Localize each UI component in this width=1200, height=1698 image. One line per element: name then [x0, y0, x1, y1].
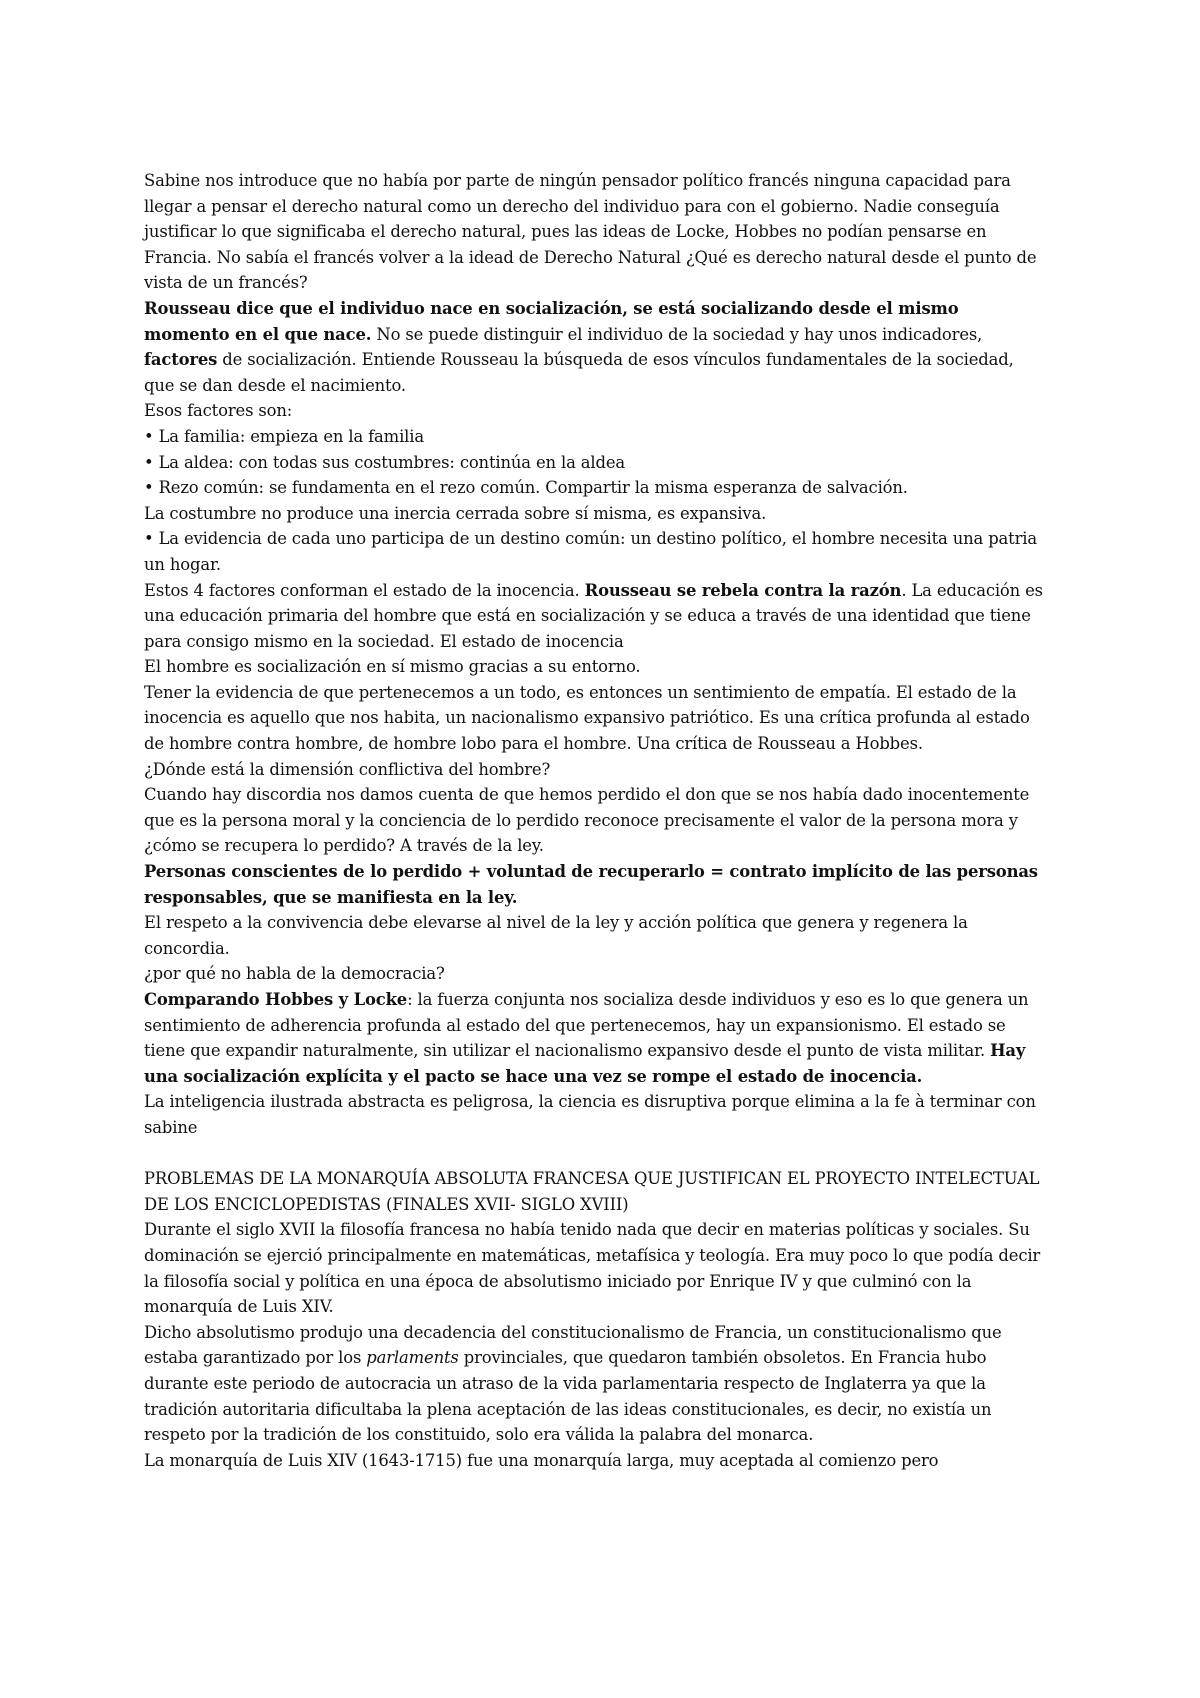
- bullet-item: • La familia: empieza en la familia: [144, 426, 424, 446]
- bullet-item: • Rezo común: se fundamenta en el rezo común. Compartir la misma esperanza de salvación.: [144, 478, 908, 498]
- paragraph-rousseau-socializacion: [144, 296, 1044, 398]
- text-span: de socialización. Entiende Rousseau la búsqueda de esos vínculos fundamentales de la sociedad, que se dan desde el nacimiento.: [144, 350, 1014, 395]
- text-span: Dicho absolutismo produjo una decadencia del constitucionalismo de Francia, un constitucionalismo que estaba garantizado por los: [144, 1322, 1002, 1368]
- bullet-item: • La evidencia de cada uno participa de un destino común: un destino político, el hombre necesita una patria un hogar.: [144, 529, 1038, 574]
- bold-socializacion-explicita: Hay una socialización explícita y el pacto se hace una vez se rompe el estado de inocencia.: [144, 1041, 1026, 1086]
- blank-line: [144, 1141, 1044, 1167]
- paragraph-factores-intro: Esos factores son:: [144, 401, 293, 421]
- bold-comparando: Comparando Hobbes y Locke: [144, 990, 408, 1009]
- text-span: . La educación es una educación primaria del hombre que está en socialización y se educa a través de una identidad que tiene para consigo mismo en la sociedad. El estado de inocencia: [144, 580, 1043, 651]
- document-page: [144, 168, 1044, 1473]
- paragraph-inteligencia-ilustrada: La inteligencia ilustrada abstracta es peligrosa, la ciencia es disruptiva porque elimina a la fe à terminar con sabine: [144, 1092, 1036, 1137]
- paragraph-discordia: Cuando hay discordia nos damos cuenta de que hemos perdido el don que se nos había dado inocentemente que es la persona moral y la conciencia de lo perdido reconoce precisamente el valor de la persona mora y ¿cómo se recupera lo perdido? A través de la ley.: [144, 785, 1030, 856]
- bullet-item: • La aldea: con todas sus costumbres: continúa en la aldea: [144, 452, 626, 472]
- text-span: provinciales, que quedaron también obsoletos. En Francia hubo durante este periodo de autocracia un atraso de la vida parlamentaria respecto de Inglaterra ya que la tradición autoritaria dificultaba la plena aceptación de las ideas constitucionales, es decir, no existía un respeto por la tradición de los constituido, solo era válida la palabra del monarca.: [144, 1348, 992, 1445]
- paragraph-sabine-intro: Sabine nos introduce que no había por parte de ningún pensador político francés ninguna capacidad para llegar a pensar el derecho natural como un derecho del individuo para con el gobierno. Nadie conseguía justificar lo que significaba el derecho natural, pues las ideas de Locke, Hobbes no podían pensarse en Francia. No sabía el francés volver a la idead de Derecho Natural ¿Qué es derecho natural desde el punto de vista de un francés?: [144, 171, 1037, 293]
- bold-rousseau-razon: Rousseau se rebela contra la razón: [584, 580, 902, 600]
- paragraph-empatia: Tener la evidencia de que pertenecemos a un todo, es entonces un sentimiento de empatía. El estado de la inocencia es aquello que nos habita, un nacionalismo expansivo patriótico. Es una crítica profunda al estado de hombre contra hombre, de hombre lobo para el hombre. Una crítica de Rousseau a Hobbes.: [144, 682, 1030, 754]
- paragraph-hobbes-locke: [144, 987, 1044, 1089]
- paragraph-hombre-socializacion: El hombre es socialización en sí mismo gracias a su entorno.: [144, 657, 641, 677]
- section-heading: PROBLEMAS DE LA MONARQUÍA ABSOLUTA FRANCESA QUE JUSTIFICAN EL PROYECTO INTELECTUAL DE LOS ENCICLOPEDISTAS (FINALES XVII- SIGLO XVIII): [144, 1169, 1040, 1214]
- paragraph-siglo-xvii: Durante el siglo XVII la filosofía francesa no había tenido nada que decir en materias políticas y sociales. Su dominación se ejerció principalmente en matemáticas, metafísica y teología. Era muy poco lo que podía decir la filosofía social y política en una época de absolutismo iniciado por Enrique IV y que culminó con la monarquía de Luis XIV.: [144, 1220, 1041, 1317]
- paragraph-absolutismo: [144, 1320, 1044, 1448]
- paragraph-luis-xiv: La monarquía de Luis XIV (1643-1715) fue una monarquía larga, muy aceptada al comienzo pero: [144, 1450, 939, 1470]
- paragraph-question-conflicto: ¿Dónde está la dimensión conflictiva del hombre?: [144, 759, 551, 779]
- bold-factores: factores: [144, 350, 218, 370]
- paragraph-question-democracia: ¿por qué no habla de la democracia?: [144, 964, 445, 984]
- text-span: No se puede distinguir el individuo de la sociedad y hay unos indicadores,: [371, 324, 983, 344]
- paragraph-convivencia: El respeto a la convivencia debe elevarse al nivel de la ley y acción política que genera y regenera la concordia.: [144, 913, 968, 958]
- paragraph-costumbre: La costumbre no produce una inercia cerrada sobre sí misma, es expansiva.: [144, 503, 767, 523]
- paragraph-estado-inocencia: [144, 578, 1044, 655]
- text-span: : la fuerza conjunta nos socializa desde individuos y eso es lo que genera un sentimiento de adherencia profunda al estado del que pertenecemos, hay un expansionismo. El estado se tiene que expandir naturalmente, sin utilizar el nacionalismo expansivo desde el punto de vista militar.: [144, 990, 1029, 1061]
- paragraph-contrato-implicito: Personas conscientes de lo perdido + voluntad de recuperarlo = contrato implícito de las personas responsables, que se manifiesta en la ley.: [144, 862, 1038, 907]
- italic-parlaments: parlaments: [366, 1348, 459, 1368]
- bold-rousseau-claim: Rousseau dice que el individuo nace en socialización, se está socializando desde el mismo momento en el que nace.: [144, 298, 959, 344]
- text-span: Estos 4 factores conforman el estado de la inocencia.: [144, 580, 585, 600]
